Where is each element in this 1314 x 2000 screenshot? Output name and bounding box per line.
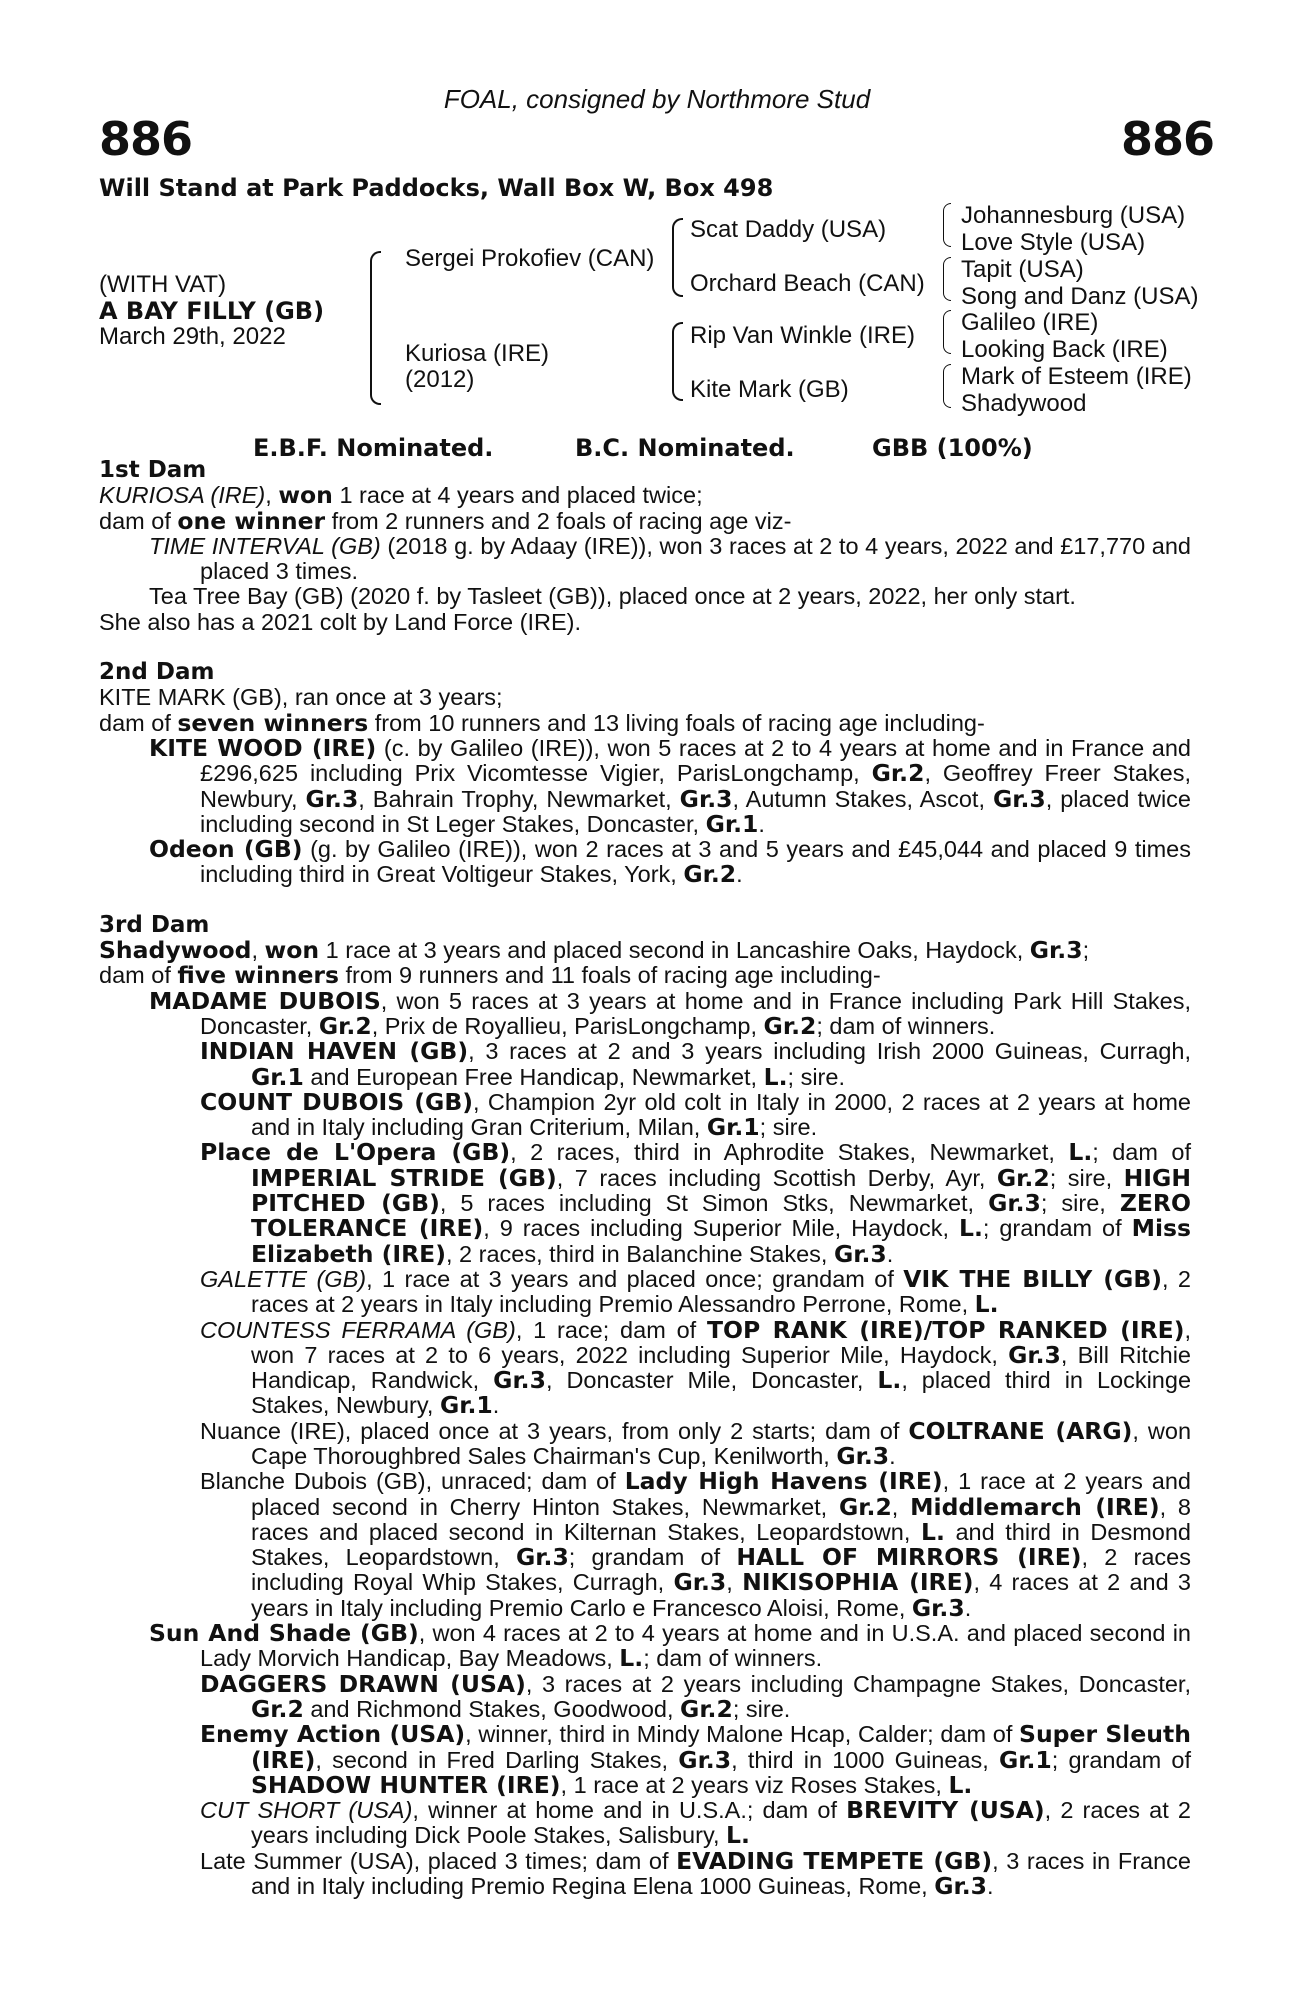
dam-sire: Rip Van Winkle (IRE) (690, 322, 915, 349)
dam-year: (2012) (405, 366, 475, 393)
produce-cut-short: CUT SHORT (USA), winner at home and in U.S.A.; dam of BREVITY (USA), 2 races at 2 years including Dick Poole Stakes, Salisbury, L. (200, 1796, 1191, 1850)
produce-odeon: Odeon (GB) (g. by Galileo (IRE)), won 2 races at 3 and 5 years and £45,044 and placed 9 times including third in Great Voltigeur Stakes, York, Gr.2. (149, 835, 1192, 889)
stand-location: Will Stand at Park Paddocks, Wall Box W, Box 498 (99, 174, 774, 202)
sire-sire: Scat Daddy (USA) (690, 216, 887, 243)
brace-g12 (943, 203, 951, 247)
foaling-date: March 29th, 2022 (99, 323, 286, 350)
gg-6: Looking Back (IRE) (961, 336, 1168, 363)
gg-3: Tapit (USA) (961, 256, 1084, 283)
first-dam-text: KURIOSA (IRE), won 1 race at 4 years and placed twice; (99, 481, 703, 510)
horse-name: A BAY FILLY (GB) (99, 297, 325, 325)
first-dam-heading: 1st Dam (99, 457, 207, 483)
produce-place-de-lopera: Place de L'Opera (GB), 2 races, third in Aphrodite Stakes, Newmarket, L.; dam of IMPERIAL STRIDE (GB), 7 races including Scottish Derby, Ayr, Gr.2; sire, HIGH PITCHED (GB), 5 races including St Simon Stks, Newmarket, Gr.3; sire, ZERO TOLERANCE (IRE), 9 races including Superior Mile, Haydock, L.; grandam of Miss Elizabeth (IRE), 2 races, third in Balanchine Stakes, Gr.3. (200, 1138, 1191, 1268)
brace-sire (672, 218, 683, 297)
sire: Sergei Prokofiev (CAN) (405, 245, 655, 272)
produce-indian-haven: INDIAN HAVEN (GB), 3 races at 2 and 3 years including Irish 2000 Guineas, Curragh, Gr.1 and European Free Handicap, Newmarket, L.; sire. (200, 1037, 1191, 1091)
bc-nomination: B.C. Nominated. (575, 434, 795, 462)
produce-tea-tree-bay: Tea Tree Bay (GB) (2020 f. by Tasleet (GB)), placed once at 2 years, 2022, her only start. (149, 583, 1076, 610)
produce-galette: GALETTE (GB), 1 race at 3 years and placed once; grandam of VIK THE BILLY (GB), 2 races at 2 years in Italy including Premio Alessandro Perrone, Rome, L. (200, 1264, 1191, 1319)
produce-countess-ferrama: COUNTESS FERRAMA (GB), 1 race; dam of TOP RANK (IRE)/TOP RANKED (IRE), won 7 races at 2 to 6 years, 2022 including Superior Mile, Haydock, Gr.3, Bill Ritchie Handicap, Randwick, Gr.3, Doncaster Mile, Doncaster, L., placed third in Lockinge Stakes, Newbury, Gr.1. (200, 1315, 1192, 1420)
produce-enemy-action: Enemy Action (USA), winner, third in Mindy Malone Hcap, Calder; dam of Super Sleuth (IRE), second in Fred Darling Stakes, Gr.3, third in 1000 Guineas, Gr.1; grandam of SHADOW HUNTER (IRE), 1 race at 2 years viz Roses Stakes, L. (200, 1720, 1192, 1799)
gbb-rating: GBB (100%) (872, 434, 1033, 462)
second-dam-produce: dam of seven winners from 10 runners and 13 living foals of racing age including- (99, 708, 985, 737)
produce-daggers-drawn: DAGGERS DRAWN (USA), 3 races at 2 years including Champagne Stakes, Doncaster, Gr.2 and Richmond Stakes, Goodwood, Gr.2; sire. (200, 1669, 1191, 1723)
produce-sun-and-shade: Sun And Shade (GB), won 4 races at 2 to 4 years at home and in U.S.A. and placed second in Lady Morvich Handicap, Bay Meadows, L.; dam of winners. (149, 1619, 1191, 1673)
vat-label: (WITH VAT) (99, 271, 227, 298)
third-dam-produce: dam of five winners from 9 runners and 11 foals of racing age including- (99, 961, 881, 990)
brace-g78 (943, 364, 951, 408)
gg-5: Galileo (IRE) (961, 309, 1099, 336)
catalogue-body (99, 458, 1191, 1899)
second-dam-heading: 2nd Dam (99, 659, 215, 686)
ebf-nomination: E.B.F. Nominated. (253, 434, 494, 462)
gg-1: Johannesburg (USA) (961, 202, 1186, 229)
brace-dam (672, 322, 683, 401)
produce-late-summer: Late Summer (USA), placed 3 times; dam of EVADING TEMPETE (GB), 3 races in France and in Italy including Premio Regina Elena 1000 Guineas, Rome, Gr.3. (200, 1846, 1191, 1901)
dam-dam: Kite Mark (GB) (690, 376, 849, 403)
produce-count-dubois: COUNT DUBOIS (GB), Champion 2yr old colt in Italy in 2000, 2 races at 2 years at home and in Italy including Gran Criterium, Milan, Gr.1; sire. (200, 1087, 1191, 1142)
gg-4: Song and Danz (USA) (961, 283, 1199, 310)
produce-2021-colt: She also has a 2021 colt by Land Force (IRE). (99, 608, 582, 635)
gg-7: Mark of Esteem (IRE) (961, 363, 1192, 390)
sire-dam: Orchard Beach (CAN) (690, 270, 925, 297)
produce-madame-dubois: MADAME DUBOIS, won 5 races at 3 years at home and in France including Park Hill Stakes, Doncaster, Gr.2, Prix de Royallieu, ParisLongchamp, Gr.2; dam of winners. (149, 986, 1191, 1040)
third-dam-text: Shadywood, won 1 race at 3 years and placed second in Lancashire Oaks, Haydock, Gr.3; (99, 936, 1090, 965)
third-dam-heading: 3rd Dam (99, 911, 210, 938)
gg-8: Shadywood (961, 390, 1087, 417)
produce-blanche-dubois: Blanche Dubois (GB), unraced; dam of Lady High Havens (IRE), 1 race at 2 years and placed second in Cherry Hinton Stakes, Newmarket, Gr.2, Middlemarch (IRE), 8 races and placed second in Kilternan Stakes, Leopardstown, L. and third in Desmond Stakes, Leopardstown, Gr.3; grandam of HALL OF MIRRORS (IRE), 2 races including Royal Whip Stakes, Curragh, Gr.3, NIKISOPHIA (IRE), 4 races at 2 and 3 years in Italy including Premio Carlo e Francesco Aloisi, Rome, Gr.3. (200, 1467, 1192, 1622)
gg-2: Love Style (USA) (961, 229, 1146, 256)
consignor-line: FOAL, consigned by Northmore Stud (443, 84, 871, 114)
brace-g56 (943, 310, 951, 354)
brace-main (370, 251, 381, 405)
lot-number-left: 886 (99, 112, 193, 166)
produce-kite-wood: KITE WOOD (IRE) (c. by Galileo (IRE)), won 5 races at 2 to 4 years at home and in France and £296,625 including Prix Vicomtesse Vigier, ParisLongchamp, Gr.2, Geoffrey Freer Stakes, Newbury, Gr.3, Bahrain Trophy, Newmarket, Gr.3, Autumn Stakes, Ascot, Gr.3, placed twice including second in St Leger Stakes, Doncaster, Gr.1. (149, 733, 1191, 838)
brace-g34 (943, 257, 951, 301)
lot-number-right: 886 (1120, 112, 1214, 166)
produce-nuance: Nuance (IRE), placed once at 3 years, from only 2 starts; dam of COLTRANE (ARG), won Cape Thoroughbred Sales Chairman's Cup, Kenilworth, Gr.3. (200, 1416, 1192, 1470)
first-dam-produce: dam of one winner from 2 runners and 2 foals of racing age viz- (99, 506, 792, 535)
produce-time-interval: TIME INTERVAL (GB) (2018 g. by Adaay (IRE)), won 3 races at 2 to 4 years, 2022 and £17,770 and placed 3 times. (149, 532, 1191, 585)
dam: Kuriosa (IRE) (405, 340, 550, 367)
second-dam-text: KITE MARK (GB), ran once at 3 years; (99, 684, 503, 711)
